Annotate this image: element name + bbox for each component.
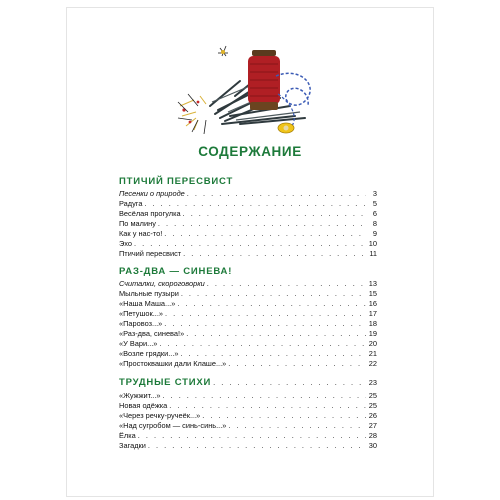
toc-entry[interactable] — [119, 249, 377, 259]
toc-entry-page: 13 — [368, 279, 377, 288]
toc-entry-title: «Раз-два, синева!» — [119, 329, 185, 338]
toc-entry-page: 25 — [368, 401, 377, 410]
section-heading: ТРУДНЫЕ СТИХИ — [119, 377, 212, 388]
toc-entry-page: 6 — [372, 209, 377, 218]
toc-entry[interactable] — [119, 229, 377, 239]
toc-entry-page: 10 — [368, 239, 377, 248]
toc-entry-title: Ёлка — [119, 431, 136, 440]
toc-entry-title: Загадки — [119, 441, 146, 450]
toc-entry-page: 17 — [368, 309, 377, 318]
toc-entry-page: 26 — [368, 411, 377, 420]
toc-entry[interactable] — [119, 289, 377, 299]
toc-section-3 — [119, 378, 377, 451]
toc-entry-page: 5 — [372, 199, 377, 208]
toc-entry-title: «Через речку-ручеёк...» — [119, 411, 201, 420]
toc-entry[interactable] — [119, 431, 377, 441]
toc-entry-title: «Возле грядки...» — [119, 349, 179, 358]
section-heading: РАЗ-ДВА — СИНЕВА! — [119, 266, 233, 277]
page-title: СОДЕРЖАНИЕ — [198, 144, 302, 159]
toc-entry[interactable] — [119, 199, 377, 209]
toc-entry-title: Считалки, скороговорки — [119, 279, 205, 288]
toc-entry-title: Эхо — [119, 239, 133, 248]
toc-entry-page: 30 — [368, 441, 377, 450]
toc-entry-page: 28 — [368, 431, 377, 440]
toc-entry[interactable] — [119, 189, 377, 199]
toc-entry-page: 22 — [368, 359, 377, 368]
toc-entry-page: 21 — [368, 349, 377, 358]
toc-section-2 — [119, 266, 377, 369]
toc-entry-page: 23 — [368, 378, 377, 387]
toc-entry-title: Радуга — [119, 199, 143, 208]
toc-entry-title: «Петушок...» — [119, 309, 163, 318]
toc-entry[interactable] — [119, 421, 377, 431]
toc-entry-page: 16 — [368, 299, 377, 308]
toc-entry-title: Весёлая прогулка — [119, 209, 181, 218]
toc-entry-title: «Простоквашки дали Клаше...» — [119, 359, 227, 368]
toc-entry[interactable] — [119, 209, 377, 219]
section-heading: ПТИЧИЙ ПЕРЕСВИСТ — [119, 176, 234, 187]
toc-entry-title: Как у нас-то! — [119, 229, 163, 238]
toc-entry-title: «У Вари...» — [119, 339, 158, 348]
toc-entry[interactable] — [119, 359, 377, 369]
book-page — [67, 8, 433, 496]
toc-entry[interactable] — [119, 391, 377, 401]
toc-entry-title: Птичий пересвист — [119, 249, 182, 258]
toc-entry-page: 3 — [372, 189, 377, 198]
toc-entry[interactable] — [119, 219, 377, 229]
toc-entry[interactable] — [119, 279, 377, 289]
toc-entry-page: 11 — [369, 249, 377, 258]
toc-entry[interactable] — [119, 299, 377, 309]
toc-entry-title: «Над сугробом — синь-синь...» — [119, 421, 227, 430]
toc-entry-page: 15 — [368, 289, 377, 298]
toc-entry-page: 18 — [368, 319, 377, 328]
toc-entry-page: 8 — [372, 219, 377, 228]
toc-entry[interactable] — [119, 441, 377, 451]
toc-entry-title: «Жужжит...» — [119, 391, 161, 400]
toc-entry-title: Мыльные пузыри — [119, 289, 179, 298]
toc-entry-page: 20 — [368, 339, 377, 348]
toc-entry[interactable] — [119, 329, 377, 339]
toc-entry[interactable] — [119, 339, 377, 349]
toc-entry-page: 19 — [368, 329, 377, 338]
toc-entry-title: «Наша Маша...» — [119, 299, 176, 308]
toc-entry[interactable] — [119, 401, 377, 411]
toc-entry-page: 27 — [368, 421, 377, 430]
toc-entry[interactable] — [119, 319, 377, 329]
toc-entry[interactable] — [119, 239, 377, 249]
toc-section-1 — [119, 176, 377, 259]
thread-spool-illustration — [170, 36, 330, 136]
toc-entry-title: По малину — [119, 219, 156, 228]
toc-entry-title: Новая одёжка — [119, 401, 168, 410]
toc-entry[interactable] — [119, 349, 377, 359]
toc-entry-page: 9 — [372, 229, 377, 238]
toc-entry[interactable] — [119, 411, 377, 421]
toc-entry[interactable] — [119, 309, 377, 319]
toc-section-heading-row[interactable] — [119, 378, 377, 391]
toc-entry-title: Песенки о природе — [119, 189, 185, 198]
toc-entry-title: «Паровоз...» — [119, 319, 163, 328]
toc-entry-page: 25 — [368, 391, 377, 400]
